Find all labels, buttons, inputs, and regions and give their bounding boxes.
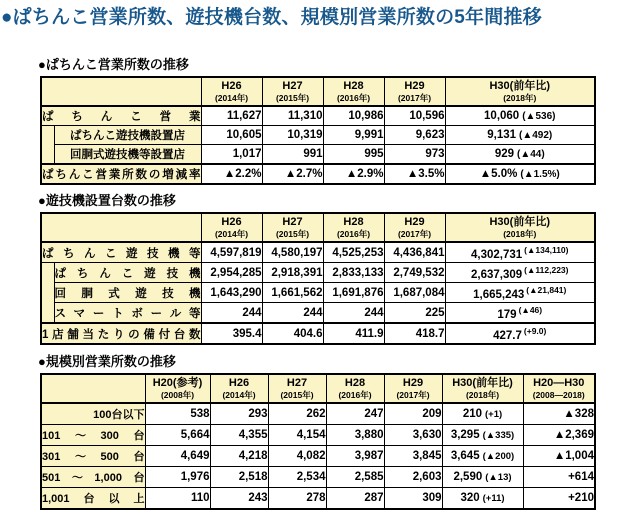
- era-label: H26: [221, 80, 242, 92]
- cell-h27: 404.6: [262, 323, 323, 344]
- h30-value: 3,295: [450, 429, 480, 441]
- year-label: (2018年): [503, 229, 537, 239]
- year-label: (2008年): [160, 390, 195, 400]
- cell-h30: [442, 403, 523, 425]
- cell-h28: 1,691,876: [323, 283, 384, 303]
- table-row-size-301-500: [41, 446, 595, 467]
- cell-h29: 1,687,084: [384, 283, 445, 303]
- h30-value: 210: [462, 408, 482, 420]
- row-label: ぱちんこ営業所数の増減率: [41, 164, 201, 184]
- table-row-pachinko-business: [41, 106, 595, 126]
- year-label: (2018年): [503, 93, 537, 103]
- cell-h20-h30: +614: [523, 467, 595, 488]
- header-h20: [145, 374, 210, 403]
- row-label: ぱちんこ遊技機設置店: [54, 126, 201, 145]
- table-row-change-rate: [41, 164, 595, 184]
- cell-h26: 4,218: [210, 446, 268, 467]
- h30-value: 427.7: [493, 329, 522, 342]
- cell-h30: [442, 488, 523, 510]
- cell-h26: 1,017: [201, 145, 262, 165]
- table-row-size-501-1000: [41, 467, 595, 488]
- section-title-installed-machines: ●遊技機設置台数の推移: [38, 193, 176, 208]
- table-row-pachinko-machine-shops: [41, 126, 595, 145]
- section-title-pachinko-parlor-count: ●ぱちんこ営業所数の推移: [38, 57, 189, 72]
- h30-delta: (+1): [485, 409, 503, 420]
- cell-h26: 395.4: [201, 323, 262, 344]
- era-label: H27: [282, 80, 303, 92]
- cell-h30: [442, 425, 523, 446]
- era-label: H20(参考): [152, 377, 203, 389]
- row-label: ぱちんこ遊技機等: [41, 242, 201, 263]
- cell-h20-h30: +210: [523, 488, 595, 510]
- era-label: H27: [286, 377, 308, 389]
- h30-delta: (▲335): [482, 430, 515, 441]
- h30-value: 10,060: [484, 110, 520, 122]
- era-label: H28: [343, 80, 364, 92]
- page-title: ●ぱちんこ営業所数、遊技機台数、規模別営業所数の5年間推移: [1, 7, 542, 28]
- era-label: H20—H30: [533, 377, 585, 389]
- header-row: [41, 77, 595, 106]
- h30-value: 179: [497, 308, 517, 321]
- cell-h30: [445, 145, 595, 165]
- year-label: (2017年): [397, 229, 432, 239]
- h30-delta: (▲21,841): [526, 284, 567, 295]
- cell-h28: 247: [326, 403, 384, 425]
- header-h28: [323, 77, 384, 106]
- era-label: H28: [343, 216, 364, 228]
- cell-h20-h30: ▲1,004: [523, 446, 595, 467]
- year-label: (2016年): [338, 390, 372, 400]
- cell-h30: [445, 323, 595, 344]
- row-label: ぱちんこ営業: [41, 106, 201, 126]
- h30-delta: (▲492): [519, 130, 553, 141]
- cell-h28: 2,585: [326, 467, 384, 488]
- era-label: H30(前年比): [489, 216, 550, 228]
- cell-h20-h30: ▲328: [523, 403, 595, 425]
- cell-h29: 2,749,532: [384, 263, 445, 283]
- cell-h28: 10,986: [323, 106, 384, 126]
- cell-h30: [445, 126, 595, 145]
- h30-value: 929: [494, 148, 514, 160]
- cell-h30: [445, 303, 595, 324]
- header-blank-cell: [41, 213, 201, 242]
- cell-h30: [445, 164, 595, 184]
- year-label: (2015年): [275, 229, 310, 239]
- h30-delta: (▲44): [517, 149, 545, 160]
- cell-h27: 991: [262, 145, 323, 165]
- cell-h26: ▲2.2%: [201, 164, 262, 184]
- row-label: スマートボール等: [54, 303, 201, 324]
- cell-h28: 411.9: [323, 323, 384, 344]
- year-label: (2014年): [222, 390, 256, 400]
- table-row-smartball: [41, 303, 595, 324]
- era-label: H29: [402, 377, 424, 389]
- h30-value: 4,302,731: [470, 248, 523, 261]
- header-h26: [201, 213, 262, 242]
- table-row-pachinko-machines: [41, 263, 595, 283]
- h30-value: 2,590: [453, 471, 483, 483]
- cell-h28: ▲2.9%: [323, 164, 384, 184]
- cell-h30: [445, 106, 595, 126]
- cell-h26: 4,597,819: [201, 242, 262, 263]
- era-label: H27: [282, 216, 303, 228]
- header-h27: [262, 213, 323, 242]
- cell-h27: 11,310: [262, 106, 323, 126]
- cell-h20-h30: ▲2,369: [523, 425, 595, 446]
- cell-h27: 244: [262, 303, 323, 324]
- table-row-kaido-machine-shops: [41, 145, 595, 165]
- cell-h27: 4,082: [268, 446, 326, 467]
- header-row: [41, 374, 595, 403]
- h30-value: 320: [460, 492, 480, 504]
- header-h30: [442, 374, 523, 403]
- cell-h27: ▲2.7%: [262, 164, 323, 184]
- header-h27: [262, 77, 323, 106]
- year-label: (2018年): [465, 390, 500, 400]
- cell-h27: 4,154: [268, 425, 326, 446]
- table-row-size-under-100: [41, 403, 595, 425]
- cell-h28: 3,880: [326, 425, 384, 446]
- cell-h20: 110: [145, 488, 210, 510]
- era-label: H26: [221, 216, 242, 228]
- cell-h26: 243: [210, 488, 268, 510]
- cell-h20: 5,664: [145, 425, 210, 446]
- cell-h28: 2,833,133: [323, 263, 384, 283]
- h30-delta: (▲1.5%): [520, 169, 560, 180]
- cell-h20: 538: [145, 403, 210, 425]
- era-label: H29: [404, 80, 425, 92]
- year-label: (2017年): [397, 93, 432, 103]
- h30-delta: (▲112,223): [524, 264, 569, 275]
- cell-h20: 1,976: [145, 467, 210, 488]
- header-h28: [326, 374, 384, 403]
- cell-h29: 3,845: [384, 446, 442, 467]
- section-title-parlors-by-size: ●規模別営業所数の推移: [38, 354, 176, 369]
- table-row-size-over-1001: [41, 488, 595, 510]
- cell-h26: 2,518: [210, 467, 268, 488]
- cell-h29: 2,603: [384, 467, 442, 488]
- year-label: (2016年): [336, 229, 371, 239]
- cell-h29: 973: [384, 145, 445, 165]
- cell-h27: 2,918,391: [262, 263, 323, 283]
- era-label: H28: [344, 377, 366, 389]
- h30-delta: (▲13): [485, 472, 512, 483]
- table-pachinko-parlor-count: [40, 76, 596, 185]
- row-label: 1店舗当たりの備付台数: [41, 323, 201, 344]
- cell-h26: 2,954,285: [201, 263, 262, 283]
- cell-h27: 4,580,197: [262, 242, 323, 263]
- row-label: 301～500台: [41, 446, 145, 467]
- header-h30: [445, 213, 595, 242]
- cell-h26: 1,643,290: [201, 283, 262, 303]
- h30-value: 1,665,243: [473, 288, 525, 301]
- cell-h29: 309: [384, 488, 442, 510]
- row-label: ぱちんこ遊技機: [54, 263, 201, 283]
- row-label: 100台以下: [41, 403, 145, 425]
- row-label: 101～300台: [41, 425, 145, 446]
- year-label: (2017年): [396, 390, 430, 400]
- row-label: 501～1,000台: [41, 467, 145, 488]
- table-row-machines-total: [41, 242, 595, 263]
- h30-delta: (▲536): [522, 111, 556, 122]
- h30-delta: (▲46): [518, 304, 543, 315]
- header-blank-cell: [41, 374, 145, 403]
- era-label: H29: [404, 216, 425, 228]
- cell-h26: 293: [210, 403, 268, 425]
- cell-h29: 9,623: [384, 126, 445, 145]
- cell-h29: 209: [384, 403, 442, 425]
- h30-delta: (▲134,110): [524, 244, 569, 255]
- year-label: (2008—2018): [532, 390, 585, 400]
- cell-h30: [442, 467, 523, 488]
- cell-h26: 10,605: [201, 126, 262, 145]
- indent-strip: [41, 263, 54, 324]
- cell-h29: 418.7: [384, 323, 445, 344]
- cell-h28: 995: [323, 145, 384, 165]
- cell-h29: 10,596: [384, 106, 445, 126]
- cell-h28: 4,525,253: [323, 242, 384, 263]
- cell-h28: 3,987: [326, 446, 384, 467]
- table-row-machines-per-shop: [41, 323, 595, 344]
- header-h28: [323, 213, 384, 242]
- year-label: (2016年): [336, 93, 371, 103]
- era-label: H30(前年比): [452, 377, 513, 389]
- year-label: (2015年): [275, 93, 310, 103]
- cell-h30: [445, 283, 595, 303]
- cell-h27: 278: [268, 488, 326, 510]
- h30-value: ▲5.0%: [479, 168, 518, 180]
- header-h26: [201, 77, 262, 106]
- cell-h29: 4,436,841: [384, 242, 445, 263]
- year-label: (2014年): [214, 93, 249, 103]
- year-label: (2015年): [280, 390, 314, 400]
- cell-h29: ▲3.5%: [384, 164, 445, 184]
- cell-h28: 9,991: [323, 126, 384, 145]
- indent-strip: [41, 126, 54, 165]
- cell-h29: 3,630: [384, 425, 442, 446]
- cell-h29: 225: [384, 303, 445, 324]
- h30-value: 3,645: [450, 450, 480, 462]
- h30-delta: (+9.0): [523, 325, 547, 336]
- h30-value: 2,637,309: [470, 268, 523, 281]
- header-h29: [384, 374, 442, 403]
- header-h29: [384, 77, 445, 106]
- header-h27: [268, 374, 326, 403]
- cell-h26: 11,627: [201, 106, 262, 126]
- table-row-kaido-machines: [41, 283, 595, 303]
- cell-h30: [442, 446, 523, 467]
- table-installed-machines: [40, 212, 596, 345]
- cell-h30: [445, 242, 595, 263]
- cell-h27: 1,661,562: [262, 283, 323, 303]
- header-h20-h30: [523, 374, 595, 403]
- cell-h20: 4,649: [145, 446, 210, 467]
- header-row: [41, 213, 595, 242]
- cell-h28: 244: [323, 303, 384, 324]
- cell-h30: [445, 263, 595, 283]
- table-parlors-by-size: [40, 373, 596, 510]
- cell-h28: 287: [326, 488, 384, 510]
- header-blank-cell: [41, 77, 201, 106]
- era-label: H30(前年比): [489, 80, 550, 92]
- cell-h27: 10,319: [262, 126, 323, 145]
- row-label: 回胴式遊技機等設置店: [54, 145, 201, 165]
- year-label: (2014年): [214, 229, 249, 239]
- header-h30: [445, 77, 595, 106]
- h30-delta: (▲200): [482, 451, 515, 462]
- cell-h27: 2,534: [268, 467, 326, 488]
- cell-h26: 4,355: [210, 425, 268, 446]
- row-label: 回胴式遊技機: [54, 283, 201, 303]
- cell-h26: 244: [201, 303, 262, 324]
- row-label: 1,001台以上: [41, 488, 145, 510]
- era-label: H26: [228, 377, 250, 389]
- table-row-size-101-300: [41, 425, 595, 446]
- cell-h27: 262: [268, 403, 326, 425]
- header-h29: [384, 213, 445, 242]
- header-h26: [210, 374, 268, 403]
- h30-value: 9,131: [487, 129, 517, 141]
- h30-delta: (+11): [482, 493, 505, 504]
